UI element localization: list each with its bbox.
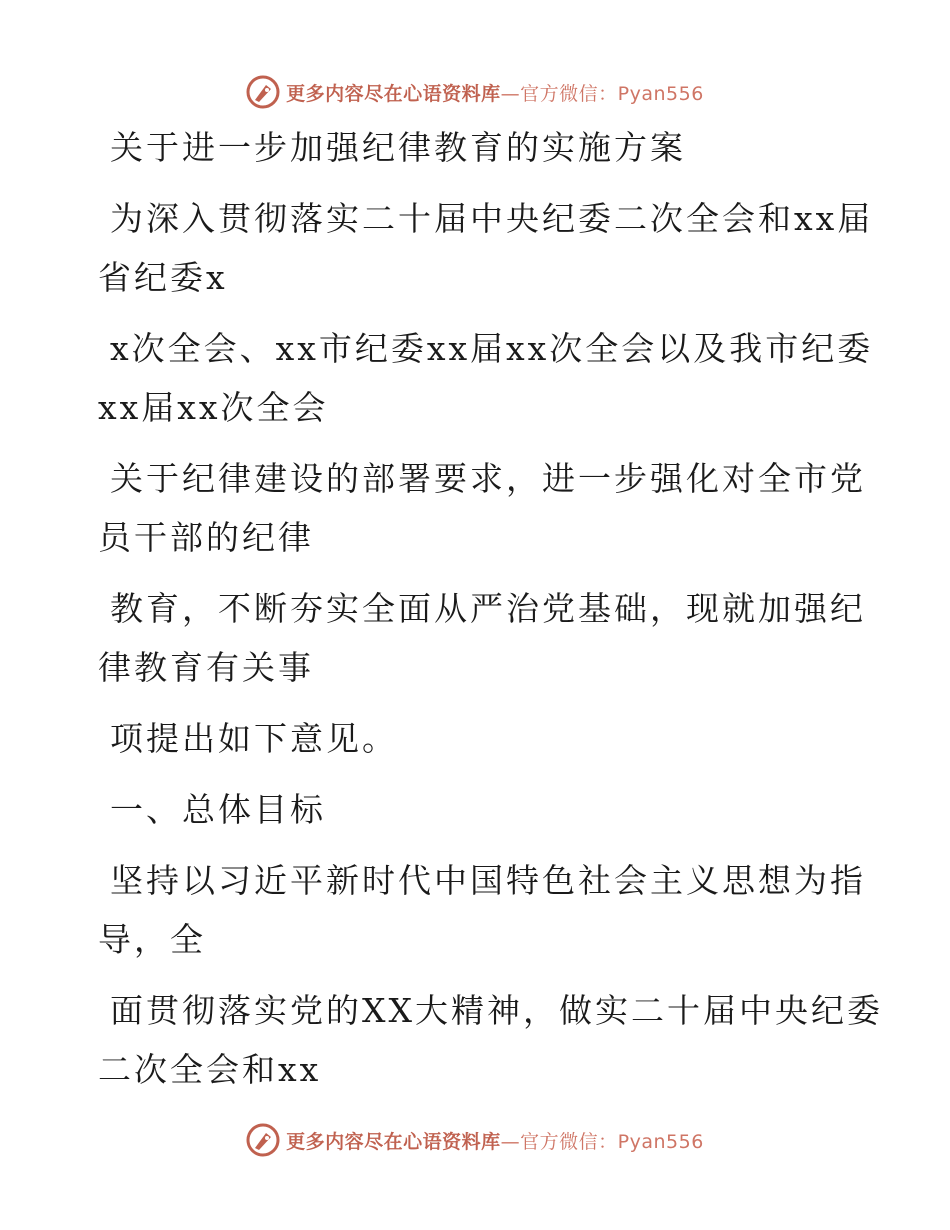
paragraph-line: 面贯彻落实党的XX大精神，做实二十届中央纪委 [110, 991, 883, 1030]
footer-banner [0, 1118, 950, 1162]
paragraph-line: 导，全 [98, 920, 206, 959]
paragraph [0, 319, 950, 437]
paragraph-line: 项提出如下意见。 [110, 719, 398, 758]
paragraph-line: 律教育有关事 [98, 648, 314, 687]
paragraph-line: 员干部的纪律 [98, 518, 314, 557]
banner-text: 更多内容尽在心语资料库—官方微信：Pyan556 [286, 82, 704, 105]
paragraph [0, 449, 950, 567]
paragraph-line: 二次全会和xx [98, 1050, 322, 1089]
banner-text: 更多内容尽在心语资料库—官方微信：Pyan556 [286, 1130, 704, 1153]
paragraph [0, 981, 950, 1099]
pen-nib-logo-icon [246, 75, 280, 109]
paragraph [0, 189, 950, 307]
header-banner [0, 70, 950, 114]
paragraph-line: 教育，不断夯实全面从严治党基础，现就加强纪 [110, 589, 866, 628]
paragraph-line: 为深入贯彻落实二十届中央纪委二次全会和xx届 [110, 199, 874, 238]
paragraph [0, 851, 950, 969]
paragraph [0, 579, 950, 697]
document-title: 关于进一步加强纪律教育的实施方案 [110, 128, 686, 167]
document-body [0, 118, 950, 1099]
pen-nib-logo-icon [246, 1123, 280, 1157]
paragraph-line: xx届xx次全会 [98, 388, 329, 427]
paragraph-line: 省纪委x [98, 258, 228, 297]
paragraph-line: x次全会、xx市纪委xx届xx次全会以及我市纪委 [110, 329, 874, 368]
paragraph [0, 709, 950, 768]
section-heading-text: 一、总体目标 [110, 790, 326, 829]
paragraph-line: 关于纪律建设的部署要求，进一步强化对全市党 [110, 459, 866, 498]
section-heading [0, 780, 950, 839]
paragraph-line: 坚持以习近平新时代中国特色社会主义思想为指 [110, 861, 866, 900]
